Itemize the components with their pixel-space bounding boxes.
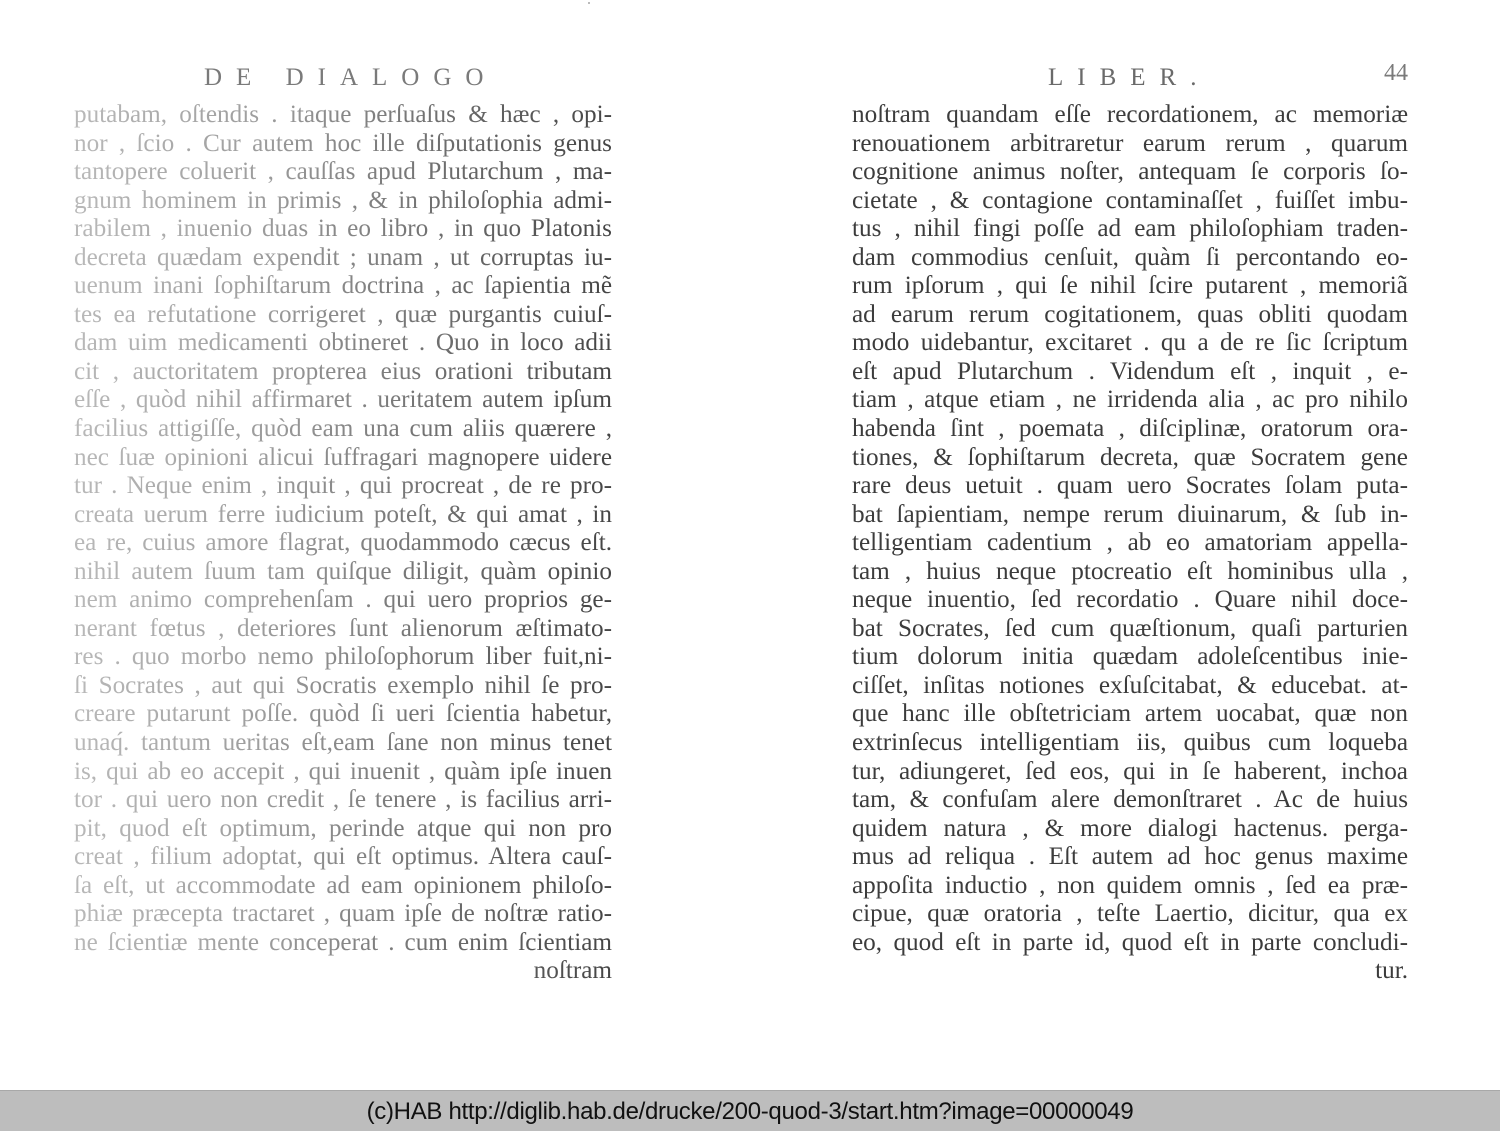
text-line: ne ſcientiæ mente conceperat . cum enim ſcientiam <box>74 928 612 956</box>
text-line: appoſita inductio , non quidem omnis , ſed ea præ- <box>852 871 1408 899</box>
copyright-footer <box>0 1090 1500 1131</box>
text-line: nor , ſcio . Cur autem hoc ille diſputationis genus <box>74 129 612 157</box>
text-line: nihil autem ſuum tam quiſque diligit, quàm opinio <box>74 557 612 585</box>
running-head-left: DE DIALOGO <box>204 64 498 91</box>
text-line: ad earum rerum cogitationem, quas obliti quodam <box>852 300 1408 328</box>
text-line: eſt apud Plutarchum . Videndum eſt , inquit , e- <box>852 357 1408 385</box>
text-line: tes ea refutatione corrigeret , quæ purgantis cuiuſ- <box>74 300 612 328</box>
text-line: tiones, & ſophiſtarum decreta, quæ Socratem gene <box>852 443 1408 471</box>
text-line: renouationem arbitraretur earum rerum , quarum <box>852 129 1408 157</box>
text-line: rare deus uetuit . quam uero Socrates ſolam puta- <box>852 472 1408 500</box>
text-line: tus , nihil fingi poſſe ad eam philoſophiam traden- <box>852 215 1408 243</box>
text-line: res . quo morbo nemo philoſophorum liber fuit,ni- <box>74 643 612 671</box>
text-line: putabam, oſtendis . itaque perſuaſus & hæc , opi- <box>74 101 612 128</box>
text-line: nem animo comprehenſam . qui uero proprios ge- <box>74 586 612 614</box>
text-line: neque inuentio, ſed recordatio . Quare nihil doce- <box>852 586 1408 614</box>
text-line: gnum hominem in primis , & in philoſophia admi- <box>74 186 612 214</box>
page-number: 44 <box>1384 60 1408 86</box>
catchword: noſtram <box>74 957 612 986</box>
text-line: mus ad reliqua . Eſt autem ad hoc genus maxime <box>852 843 1408 871</box>
text-line: cipue, quæ oratoria , teſte Laertio, dicitur, qua ex <box>852 900 1408 928</box>
text-line: habenda ſint , poemata , diſciplinæ, oratorum ora- <box>852 415 1408 443</box>
text-line: tur, adiungeret, ſed eos, qui in ſe haberent, inchoa <box>852 757 1408 785</box>
text-line: tium dolorum initia quædam adoleſcentibus inie- <box>852 643 1408 671</box>
text-line: cognitione animus noſter, antequam ſe corporis ſo- <box>852 158 1408 186</box>
text-line: unaq́. tantum ueritas eſt,eam ſane non minus tenet <box>74 729 612 757</box>
text-line: is, qui ab eo accepit , qui inuenit , quàm ipſe inuen <box>74 757 612 785</box>
text-line: creare putarunt poſſe. quòd ſi ueri ſcientia habetur, <box>74 700 612 728</box>
text-line: tantopere coluerit , cauſſas apud Plutarchum , ma- <box>74 158 612 186</box>
text-line: dam uim medicamenti obtineret . Quo in loco adii <box>74 329 612 357</box>
text-line: nec ſuæ opinioni alicui ſuffragari magnopere uidere <box>74 443 612 471</box>
text-line: facilius attigiſſe, quòd eam una cum aliis quærere , <box>74 415 612 443</box>
text-line: bat Socrates, ſed cum quæſtionum, quaſi parturien <box>852 614 1408 642</box>
text-line: ſi Socrates , aut qui Socratis exemplo nihil ſe pro- <box>74 671 612 699</box>
copyright-credit: (c)HAB http://diglib.hab.de/drucke/200-quod-3/start.htm?image=00000049 <box>366 1097 1134 1125</box>
text-line: phiæ præcepta tractaret , quam ipſe de noſtræ ratio- <box>74 900 612 928</box>
text-line: modo uidebantur, excitaret . qu a de re ſic ſcriptum <box>852 329 1408 357</box>
text-line: tor . qui uero non credit , ſe tenere , is facilius arri- <box>74 786 612 814</box>
text-line: noſtram quandam eſſe recordationem, ac memoriæ <box>852 101 1408 128</box>
text-line: tiam , atque etiam , ne irridenda alia , ac pro nihilo <box>852 386 1408 414</box>
text-line: creata uerum ferre iudicium poteſt, & qui amat , in <box>74 500 612 528</box>
text-line: eſſe , quòd nihil affirmaret . ueritatem autem ipſum <box>74 386 612 414</box>
final-line: tur. <box>1375 957 1408 985</box>
text-line: que hanc ille obſtetriciam artem uocabat, quæ non <box>852 700 1408 728</box>
running-head-right: LIBER. <box>1048 64 1211 91</box>
text-line: tam, & confuſam alere demonſtraret . Ac de huius <box>852 786 1408 814</box>
text-line: cietate , & contagione contaminaſſet , fuiſſet imbu- <box>852 186 1408 214</box>
text-line: telligentiam cadentium , ab eo amatoriam appella- <box>852 529 1408 557</box>
text-line: creat , filium adoptat, qui eſt optimus. Altera cauſ- <box>74 843 612 871</box>
text-line: decreta quædam expendit ; unam , ut corruptas iu- <box>74 243 612 271</box>
text-line: tam , huius neque ptocreatio eſt hominibus ulla , <box>852 557 1408 585</box>
text-line: cit , auctoritatem propterea eius orationi tributam <box>74 357 612 385</box>
text-line: tur . Neque enim , inquit , qui procreat , de re pro- <box>74 472 612 500</box>
text-line: dam commodius cenſuit, quàm ſi percontando eo- <box>852 243 1408 271</box>
text-line: rabilem , inuenio duas in eo libro , in quo Platonis <box>74 215 612 243</box>
right-page-text <box>852 101 1408 986</box>
text-line: quidem natura , & more dialogi hactenus. perga- <box>852 814 1408 842</box>
text-line: eo, quod eſt in parte id, quod eſt in parte concludi- <box>852 928 1408 956</box>
left-page-text <box>74 101 612 986</box>
text-line: rum ipſorum , qui ſe nihil ſcire putarent , memoriã <box>852 272 1408 300</box>
text-line: extrinſecus intelligentiam iis, quibus cum loqueba <box>852 729 1408 757</box>
text-line: pit, quod eſt optimum, perinde atque qui non pro <box>74 814 612 842</box>
text-line: nerant fœtus , deteriores ſunt alienorum æſtimato- <box>74 614 612 642</box>
text-line: ea re, cuius amore flagrat, quodammodo cæcus eſt. <box>74 529 612 557</box>
text-line: bat ſapientiam, nempe rerum diuinarum, & ſub in- <box>852 500 1408 528</box>
text-line: ſa eſt, ut accommodate ad eam opinionem philoſo- <box>74 871 612 899</box>
scan-speck <box>588 2 590 4</box>
text-line: ciſſet, inſitas notiones exſuſcitabat, & educebat. at- <box>852 671 1408 699</box>
text-line: uenum inani ſophiſtarum doctrina , ac ſapientia mẽ <box>74 272 612 300</box>
